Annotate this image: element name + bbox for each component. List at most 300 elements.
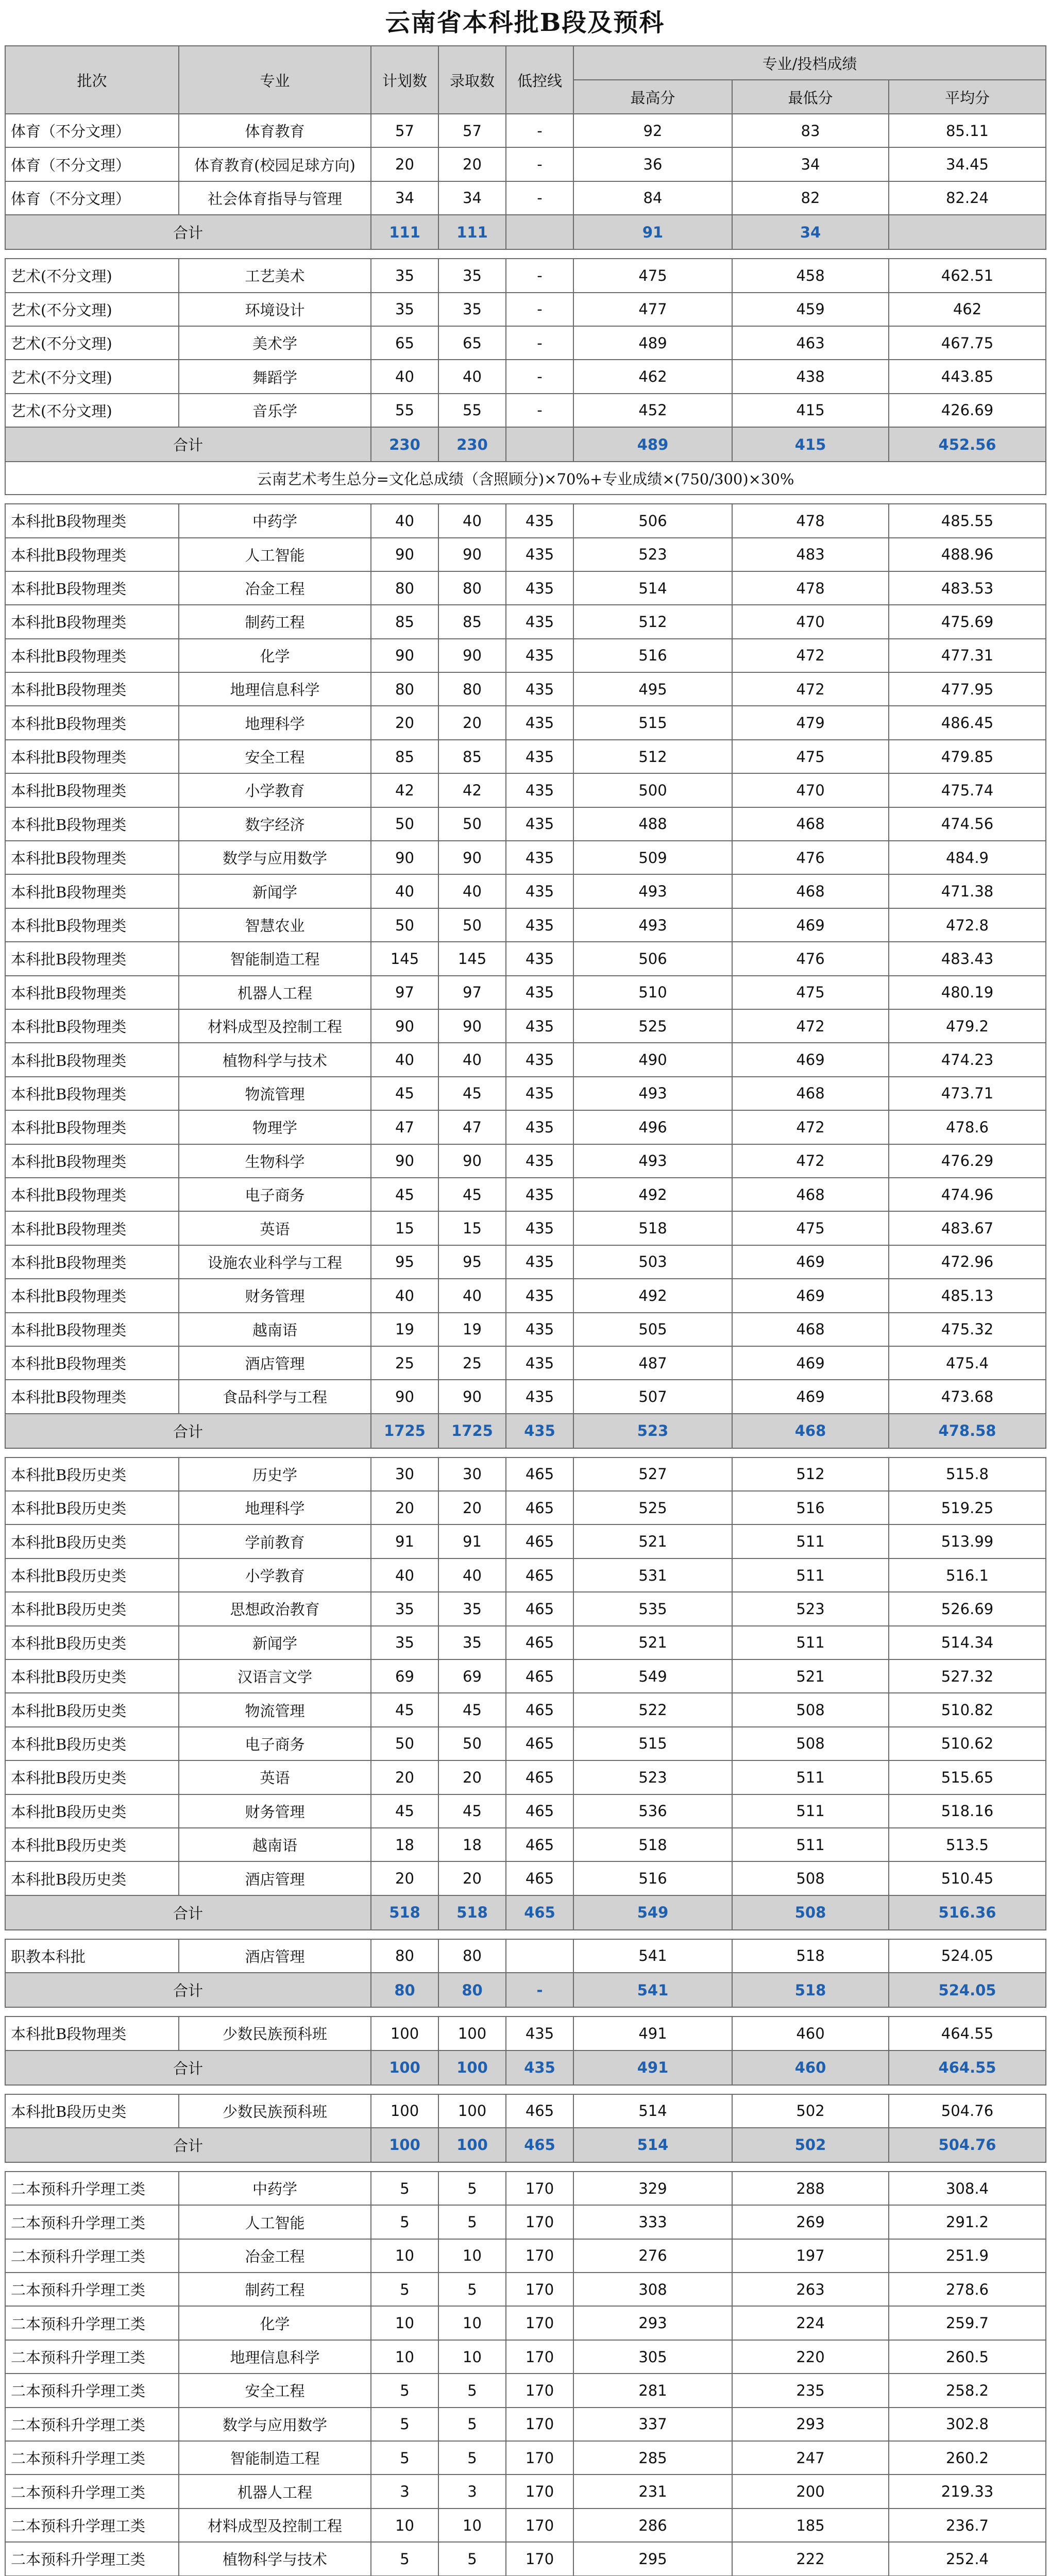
- admission-table: [5, 45, 1046, 2576]
- cell-plan: 57: [371, 114, 438, 147]
- cell-batch: 体育（不分文理）: [5, 114, 179, 147]
- cell-min-score: 83: [732, 114, 889, 147]
- cell-min-score: 472: [732, 1144, 889, 1178]
- cell-min-score: 470: [732, 773, 889, 807]
- table-row: [5, 605, 1046, 638]
- cell-major: 物理学: [179, 1110, 371, 1144]
- cell-admit: 47: [438, 1110, 506, 1144]
- cell-admit: 90: [438, 538, 506, 571]
- cell-control-line: 435: [506, 1043, 573, 1076]
- cell-admit: 50: [438, 1727, 506, 1760]
- cell-batch: 本科批B段物理类: [5, 504, 179, 537]
- cell-min-score: 508: [732, 1861, 889, 1895]
- table-row: [5, 2239, 1046, 2273]
- cell-avg-score: 479.2: [889, 1009, 1046, 1043]
- cell-control-line: 435: [506, 874, 573, 908]
- cell-batch: 本科批B段物理类: [5, 1211, 179, 1245]
- total-row: [5, 1414, 1046, 1448]
- table-row: [5, 2205, 1046, 2239]
- cell-max-score: 285: [573, 2441, 732, 2475]
- table-row: [5, 1043, 1046, 1076]
- total-control-line: -: [506, 1973, 573, 2007]
- cell-avg-score: 480.19: [889, 976, 1046, 1009]
- cell-batch: 艺术(不分文理): [5, 360, 179, 393]
- cell-batch: 二本预科升学理工类: [5, 2542, 179, 2575]
- cell-major: 环境设计: [179, 293, 371, 326]
- cell-max-score: 495: [573, 672, 732, 706]
- cell-min-score: 197: [732, 2239, 889, 2273]
- cell-admit: 90: [438, 1144, 506, 1178]
- table-row: [5, 326, 1046, 360]
- cell-control-line: 465: [506, 1861, 573, 1895]
- cell-plan: 50: [371, 908, 438, 942]
- cell-max-score: 489: [573, 326, 732, 360]
- cell-avg-score: 488.96: [889, 538, 1046, 571]
- cell-plan: 100: [371, 2016, 438, 2050]
- cell-avg-score: 515.65: [889, 1760, 1046, 1794]
- cell-max-score: 515: [573, 1727, 732, 1760]
- cell-control-line: -: [506, 293, 573, 326]
- total-min-score: 415: [732, 427, 889, 462]
- cell-avg-score: 472.96: [889, 1245, 1046, 1279]
- cell-plan: 45: [371, 1693, 438, 1726]
- cell-control-line: 435: [506, 672, 573, 706]
- total-admit: 100: [438, 2050, 506, 2085]
- cell-plan: 34: [371, 181, 438, 215]
- cell-avg-score: 475.32: [889, 1313, 1046, 1346]
- cell-plan: 10: [371, 2306, 438, 2340]
- total-avg-score: 504.76: [889, 2128, 1046, 2162]
- art-score-note: 云南艺术考生总分=文化总成绩（含照顾分)×70%+专业成绩×(750/300)×30%: [5, 462, 1046, 495]
- cell-batch: 本科批B段历史类: [5, 1727, 179, 1760]
- cell-major: 新闻学: [179, 1626, 371, 1659]
- cell-max-score: 523: [573, 1760, 732, 1794]
- cell-max-score: 36: [573, 147, 732, 181]
- cell-max-score: 521: [573, 1626, 732, 1659]
- cell-plan: 45: [371, 1077, 438, 1110]
- cell-avg-score: 515.8: [889, 1458, 1046, 1491]
- cell-min-score: 521: [732, 1659, 889, 1693]
- cell-major: 化学: [179, 639, 371, 672]
- cell-plan: 91: [371, 1524, 438, 1558]
- cell-admit: 5: [438, 2441, 506, 2475]
- cell-admit: 100: [438, 2094, 506, 2128]
- total-row: [5, 2128, 1046, 2162]
- cell-admit: 20: [438, 1760, 506, 1794]
- cell-batch: 本科批B段历史类: [5, 1626, 179, 1659]
- cell-avg-score: 308.4: [889, 2172, 1046, 2205]
- cell-control-line: 465: [506, 1491, 573, 1524]
- cell-batch: 本科批B段历史类: [5, 1760, 179, 1794]
- cell-min-score: 483: [732, 538, 889, 571]
- cell-plan: 90: [371, 639, 438, 672]
- cell-avg-score: 485.13: [889, 1279, 1046, 1312]
- cell-control-line: 170: [506, 2374, 573, 2407]
- table-row: [5, 773, 1046, 807]
- cell-avg-score: 34.45: [889, 147, 1046, 181]
- cell-avg-score: 474.56: [889, 807, 1046, 841]
- total-label: 合计: [5, 2128, 371, 2162]
- header-avg-score: 平均分: [889, 80, 1046, 114]
- cell-major: 越南语: [179, 1313, 371, 1346]
- cell-batch: 二本预科升学理工类: [5, 2374, 179, 2407]
- total-row: [5, 1973, 1046, 2007]
- cell-plan: 80: [371, 672, 438, 706]
- cell-control-line: 170: [506, 2408, 573, 2441]
- cell-avg-score: 443.85: [889, 360, 1046, 393]
- cell-batch: 本科批B段物理类: [5, 706, 179, 739]
- table-row: [5, 1458, 1046, 1491]
- cell-major: 少数民族预科班: [179, 2016, 371, 2050]
- cell-avg-score: 82.24: [889, 181, 1046, 215]
- cell-min-score: 508: [732, 1693, 889, 1726]
- cell-avg-score: 475.4: [889, 1346, 1046, 1380]
- cell-plan: 20: [371, 1491, 438, 1524]
- cell-min-score: 263: [732, 2273, 889, 2306]
- cell-control-line: 465: [506, 1760, 573, 1794]
- cell-min-score: 468: [732, 807, 889, 841]
- cell-major: 智慧农业: [179, 908, 371, 942]
- cell-control-line: -: [506, 360, 573, 393]
- total-label: 合计: [5, 427, 371, 462]
- cell-batch: 本科批B段历史类: [5, 1861, 179, 1895]
- total-row: [5, 1895, 1046, 1930]
- cell-major: 越南语: [179, 1828, 371, 1861]
- table-row: [5, 706, 1046, 739]
- cell-min-score: 288: [732, 2172, 889, 2205]
- cell-control-line: 170: [506, 2542, 573, 2575]
- cell-major: 电子商务: [179, 1178, 371, 1211]
- table-row: [5, 2475, 1046, 2508]
- cell-min-score: 293: [732, 2408, 889, 2441]
- cell-batch: 二本预科升学理工类: [5, 2509, 179, 2542]
- cell-plan: 20: [371, 706, 438, 739]
- cell-min-score: 511: [732, 1828, 889, 1861]
- cell-min-score: 479: [732, 706, 889, 739]
- cell-admit: 20: [438, 706, 506, 739]
- cell-batch: 本科批B段物理类: [5, 1245, 179, 1279]
- cell-batch: 本科批B段物理类: [5, 1110, 179, 1144]
- cell-major: 安全工程: [179, 2374, 371, 2407]
- cell-major: 设施农业科学与工程: [179, 1245, 371, 1279]
- cell-control-line: 435: [506, 807, 573, 841]
- cell-min-score: 475: [732, 740, 889, 773]
- total-avg-score: [889, 215, 1046, 249]
- cell-max-score: 525: [573, 1009, 732, 1043]
- table-row: [5, 114, 1046, 147]
- table-row: [5, 2306, 1046, 2340]
- cell-plan: 90: [371, 1144, 438, 1178]
- cell-batch: 本科批B段物理类: [5, 605, 179, 638]
- cell-control-line: 435: [506, 2016, 573, 2050]
- cell-batch: 本科批B段物理类: [5, 773, 179, 807]
- cell-admit: 5: [438, 2205, 506, 2239]
- cell-avg-score: 526.69: [889, 1592, 1046, 1625]
- cell-plan: 69: [371, 1659, 438, 1693]
- total-row: [5, 427, 1046, 462]
- cell-major: 电子商务: [179, 1727, 371, 1760]
- cell-control-line: 465: [506, 1828, 573, 1861]
- cell-max-score: 487: [573, 1346, 732, 1380]
- cell-avg-score: 85.11: [889, 114, 1046, 147]
- total-plan: 518: [371, 1895, 438, 1930]
- total-admit: 1725: [438, 1414, 506, 1448]
- cell-admit: 20: [438, 1861, 506, 1895]
- total-admit: 100: [438, 2128, 506, 2162]
- cell-max-score: 462: [573, 360, 732, 393]
- cell-batch: 本科批B段物理类: [5, 807, 179, 841]
- cell-admit: 40: [438, 1279, 506, 1312]
- table-row: [5, 1313, 1046, 1346]
- cell-min-score: 415: [732, 394, 889, 427]
- total-control-line: 465: [506, 1895, 573, 1930]
- cell-min-score: 502: [732, 2094, 889, 2128]
- cell-admit: 35: [438, 1592, 506, 1625]
- cell-batch: 本科批B段物理类: [5, 1144, 179, 1178]
- cell-admit: 90: [438, 639, 506, 672]
- cell-avg-score: 260.5: [889, 2340, 1046, 2374]
- table-row: [5, 571, 1046, 605]
- cell-control-line: 435: [506, 1178, 573, 1211]
- cell-plan: 80: [371, 571, 438, 605]
- cell-avg-score: 477.31: [889, 639, 1046, 672]
- cell-plan: 145: [371, 942, 438, 975]
- cell-batch: 本科批B段物理类: [5, 874, 179, 908]
- total-max-score: 523: [573, 1414, 732, 1448]
- table-row: [5, 1592, 1046, 1625]
- cell-max-score: 503: [573, 1245, 732, 1279]
- cell-batch: 艺术(不分文理): [5, 259, 179, 292]
- cell-avg-score: 504.76: [889, 2094, 1046, 2128]
- cell-control-line: 435: [506, 1144, 573, 1178]
- cell-plan: 80: [371, 1939, 438, 1973]
- cell-max-score: 491: [573, 2016, 732, 2050]
- cell-plan: 45: [371, 1794, 438, 1828]
- header-max-score: 最高分: [573, 80, 732, 114]
- cell-plan: 10: [371, 2340, 438, 2374]
- cell-major: 财务管理: [179, 1279, 371, 1312]
- table-row: [5, 2094, 1046, 2128]
- cell-min-score: 469: [732, 1245, 889, 1279]
- cell-batch: 本科批B段历史类: [5, 1592, 179, 1625]
- cell-plan: 10: [371, 2509, 438, 2542]
- cell-admit: 40: [438, 360, 506, 393]
- cell-major: 地理科学: [179, 706, 371, 739]
- cell-min-score: 222: [732, 2542, 889, 2575]
- total-admit: 80: [438, 1973, 506, 2007]
- cell-avg-score: 478.6: [889, 1110, 1046, 1144]
- table-row: [5, 1659, 1046, 1693]
- cell-min-score: 523: [732, 1592, 889, 1625]
- cell-max-score: 492: [573, 1279, 732, 1312]
- cell-min-score: 468: [732, 1178, 889, 1211]
- cell-control-line: 170: [506, 2239, 573, 2273]
- cell-avg-score: 467.75: [889, 326, 1046, 360]
- cell-plan: 85: [371, 605, 438, 638]
- table-row: [5, 1861, 1046, 1895]
- cell-max-score: 516: [573, 1861, 732, 1895]
- cell-max-score: 452: [573, 394, 732, 427]
- cell-major: 植物科学与技术: [179, 1043, 371, 1076]
- cell-max-score: 505: [573, 1313, 732, 1346]
- cell-plan: 30: [371, 1458, 438, 1491]
- cell-control-line: 435: [506, 841, 573, 874]
- cell-plan: 40: [371, 874, 438, 908]
- cell-admit: 40: [438, 504, 506, 537]
- cell-avg-score: 516.1: [889, 1558, 1046, 1592]
- cell-plan: 35: [371, 293, 438, 326]
- cell-admit: 40: [438, 1043, 506, 1076]
- cell-admit: 15: [438, 1211, 506, 1245]
- cell-avg-score: 462: [889, 293, 1046, 326]
- cell-admit: 3: [438, 2475, 506, 2508]
- total-max-score: 541: [573, 1973, 732, 2007]
- cell-major: 物流管理: [179, 1693, 371, 1726]
- cell-major: 数字经济: [179, 807, 371, 841]
- cell-batch: 本科批B段物理类: [5, 538, 179, 571]
- table-row: [5, 1491, 1046, 1524]
- cell-control-line: 170: [506, 2205, 573, 2239]
- cell-plan: 50: [371, 807, 438, 841]
- cell-batch: 本科批B段物理类: [5, 571, 179, 605]
- cell-avg-score: 527.32: [889, 1659, 1046, 1693]
- cell-min-score: 478: [732, 504, 889, 537]
- cell-max-score: 509: [573, 841, 732, 874]
- cell-control-line: 435: [506, 908, 573, 942]
- total-avg-score: 516.36: [889, 1895, 1046, 1930]
- total-min-score: 34: [732, 215, 889, 249]
- cell-avg-score: 510.62: [889, 1727, 1046, 1760]
- cell-max-score: 333: [573, 2205, 732, 2239]
- cell-control-line: 170: [506, 2475, 573, 2508]
- cell-admit: 90: [438, 1380, 506, 1413]
- table-row: [5, 2408, 1046, 2441]
- cell-plan: 5: [371, 2172, 438, 2205]
- cell-control-line: 435: [506, 1279, 573, 1312]
- cell-min-score: 235: [732, 2374, 889, 2407]
- cell-max-score: 507: [573, 1380, 732, 1413]
- cell-max-score: 493: [573, 874, 732, 908]
- cell-major: 植物科学与技术: [179, 2542, 371, 2575]
- total-label: 合计: [5, 1414, 371, 1448]
- cell-min-score: 472: [732, 1110, 889, 1144]
- cell-min-score: 475: [732, 1211, 889, 1245]
- cell-max-score: 512: [573, 605, 732, 638]
- cell-plan: 40: [371, 360, 438, 393]
- cell-plan: 20: [371, 1760, 438, 1794]
- table-row: [5, 740, 1046, 773]
- cell-min-score: 468: [732, 1077, 889, 1110]
- cell-admit: 85: [438, 605, 506, 638]
- table-row: [5, 639, 1046, 672]
- table-row: [5, 2273, 1046, 2306]
- cell-admit: 35: [438, 293, 506, 326]
- table-row: [5, 2441, 1046, 2475]
- cell-min-score: 224: [732, 2306, 889, 2340]
- cell-batch: 本科批B段历史类: [5, 1491, 179, 1524]
- header-admit: 录取数: [438, 46, 506, 114]
- cell-admit: 42: [438, 773, 506, 807]
- table-body: [5, 114, 1046, 2576]
- cell-max-score: 549: [573, 1659, 732, 1693]
- cell-control-line: 170: [506, 2441, 573, 2475]
- cell-major: 新闻学: [179, 874, 371, 908]
- table-row: [5, 1211, 1046, 1245]
- cell-major: 工艺美术: [179, 259, 371, 292]
- cell-control-line: 435: [506, 571, 573, 605]
- cell-avg-score: 514.34: [889, 1626, 1046, 1659]
- cell-batch: 本科批B段历史类: [5, 1458, 179, 1491]
- cell-max-score: 506: [573, 942, 732, 975]
- total-avg-score: 464.55: [889, 2050, 1046, 2085]
- cell-admit: 20: [438, 147, 506, 181]
- cell-admit: 45: [438, 1077, 506, 1110]
- table-row: [5, 538, 1046, 571]
- cell-control-line: 170: [506, 2172, 573, 2205]
- cell-batch: 艺术(不分文理): [5, 394, 179, 427]
- cell-major: 地理信息科学: [179, 672, 371, 706]
- cell-major: 中药学: [179, 2172, 371, 2205]
- cell-plan: 18: [371, 1828, 438, 1861]
- cell-major: 英语: [179, 1211, 371, 1245]
- cell-plan: 50: [371, 1727, 438, 1760]
- cell-major: 冶金工程: [179, 571, 371, 605]
- cell-min-score: 469: [732, 1279, 889, 1312]
- cell-major: 美术学: [179, 326, 371, 360]
- total-admit: 518: [438, 1895, 506, 1930]
- cell-batch: 体育（不分文理）: [5, 147, 179, 181]
- table-row: [5, 1178, 1046, 1211]
- cell-major: 机器人工程: [179, 2475, 371, 2508]
- cell-major: 制药工程: [179, 605, 371, 638]
- cell-batch: 体育（不分文理）: [5, 181, 179, 215]
- cell-avg-score: 252.4: [889, 2542, 1046, 2575]
- cell-control-line: 465: [506, 1794, 573, 1828]
- cell-batch: 二本预科升学理工类: [5, 2172, 179, 2205]
- cell-max-score: 523: [573, 538, 732, 571]
- cell-min-score: 511: [732, 1626, 889, 1659]
- cell-plan: 97: [371, 976, 438, 1009]
- header-plan: 计划数: [371, 46, 438, 114]
- cell-batch: 二本预科升学理工类: [5, 2475, 179, 2508]
- cell-admit: 5: [438, 2542, 506, 2575]
- cell-max-score: 293: [573, 2306, 732, 2340]
- total-row: [5, 2050, 1046, 2085]
- total-plan: 111: [371, 215, 438, 249]
- cell-admit: 45: [438, 1794, 506, 1828]
- cell-batch: 本科批B段历史类: [5, 1558, 179, 1592]
- cell-avg-score: 518.16: [889, 1794, 1046, 1828]
- cell-avg-score: 291.2: [889, 2205, 1046, 2239]
- cell-control-line: 465: [506, 1693, 573, 1726]
- cell-admit: 40: [438, 874, 506, 908]
- cell-min-score: 511: [732, 1558, 889, 1592]
- cell-min-score: 511: [732, 1760, 889, 1794]
- cell-major: 生物科学: [179, 1144, 371, 1178]
- cell-admit: 30: [438, 1458, 506, 1491]
- cell-major: 物流管理: [179, 1077, 371, 1110]
- cell-admit: 50: [438, 908, 506, 942]
- table-row: [5, 807, 1046, 841]
- cell-plan: 90: [371, 538, 438, 571]
- cell-min-score: 511: [732, 1524, 889, 1558]
- cell-admit: 90: [438, 841, 506, 874]
- total-max-score: 91: [573, 215, 732, 249]
- cell-avg-score: 462.51: [889, 259, 1046, 292]
- total-plan: 230: [371, 427, 438, 462]
- cell-major: 少数民族预科班: [179, 2094, 371, 2128]
- cell-control-line: 435: [506, 1313, 573, 1346]
